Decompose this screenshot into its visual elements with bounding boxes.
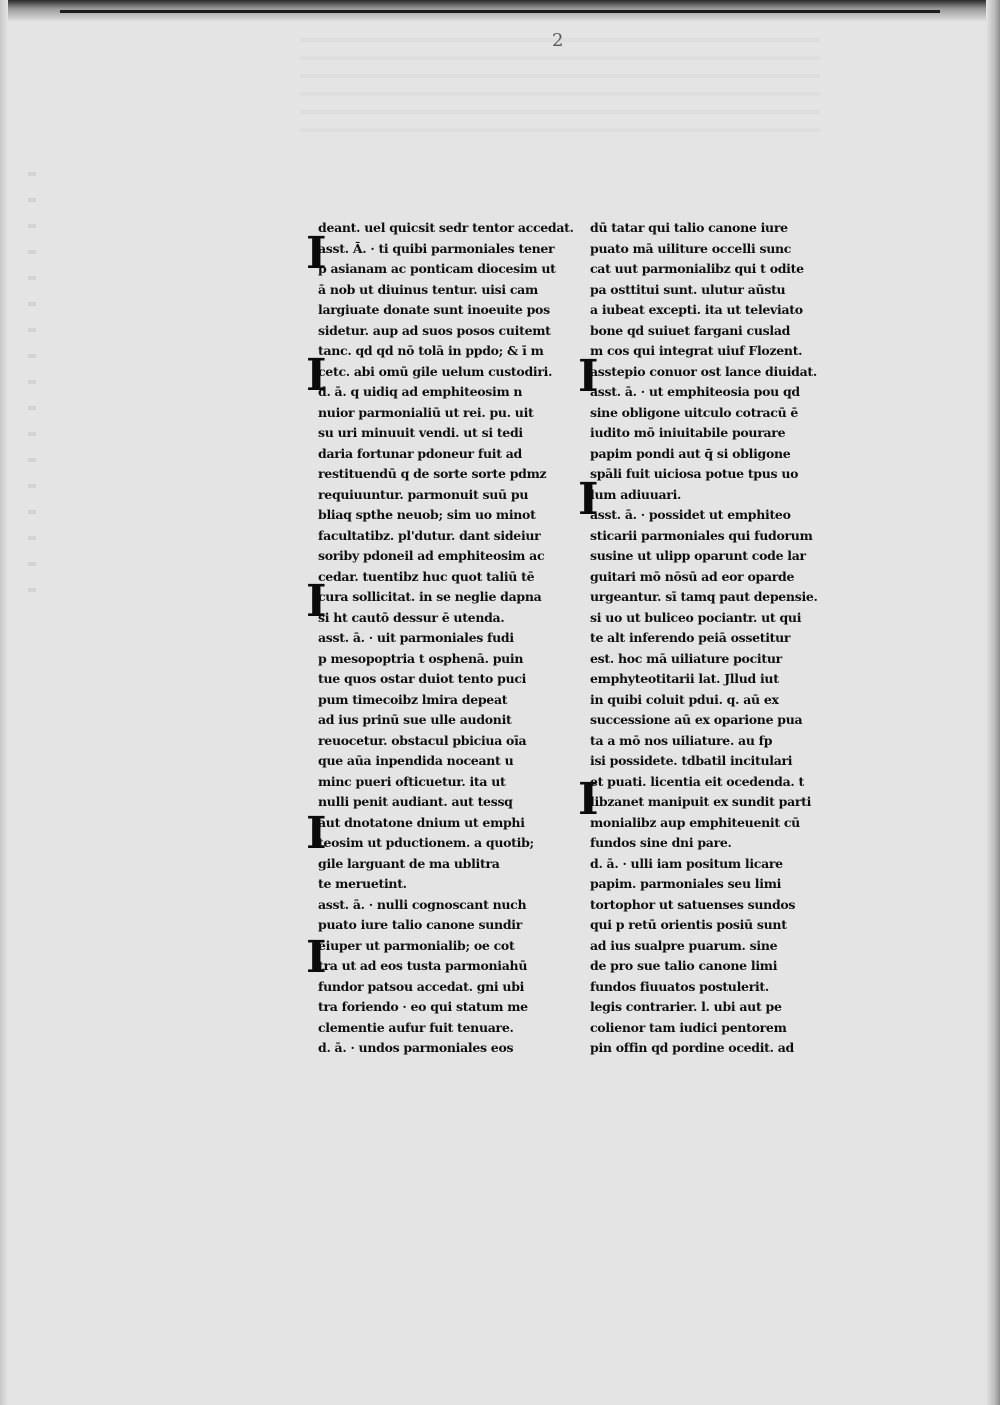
manuscript-line: isi possidete. tdbatil incitulari xyxy=(590,753,793,768)
manuscript-line: guitari mō nōsū ad eor oparde xyxy=(590,568,795,584)
manuscript-line: cura sollicitat. in se neglie dapna xyxy=(318,589,542,604)
manuscript-line: d. ā. · undos parmoniales eos xyxy=(318,1040,514,1055)
manuscript-line: monialibz aup emphiteuenit cū xyxy=(590,814,800,830)
manuscript-line: papim. parmoniales seu limi xyxy=(590,876,782,891)
decorated-initial: I xyxy=(306,350,327,401)
manuscript-line: legis contrarier. l. ubi aut pe xyxy=(590,999,782,1014)
manuscript-line: soriby pdoneil ad emphiteosim ac xyxy=(318,548,545,563)
manuscript-line: asst. Ā. · ti quibi parmoniales tener xyxy=(318,240,555,256)
manuscript-line: deant. uel quicsit sedr tentor accedat. xyxy=(318,220,574,235)
manuscript-line: puato iure talio canone sundir xyxy=(318,917,522,932)
manuscript-line: ad ius prinū sue ulle audonit xyxy=(318,712,512,727)
decorated-initial: I xyxy=(306,576,327,627)
manuscript-line: requiuuntur. parmonuit suū pu xyxy=(318,486,529,502)
manuscript-line: pum timecoibz lmira depeat xyxy=(318,691,508,707)
manuscript-line: d. ā. · ulli iam positum licare xyxy=(590,855,783,871)
manuscript-line: sticarii parmoniales qui fudorum xyxy=(590,527,813,543)
manuscript-line: asstepio conuor ost lance diuidat. xyxy=(590,363,817,379)
manuscript-line: facultatibz. pl'dutur. dant sideiur xyxy=(318,527,541,543)
manuscript-line: est. hoc mā uiliature pocitur xyxy=(590,650,782,666)
manuscript-line: cedar. tuentibz huc quot taliū tē xyxy=(318,568,535,584)
manuscript-line: asst. ā. · uit parmoniales fudi xyxy=(318,630,514,645)
manuscript-line: nuior parmonialiū ut rei. pu. uit xyxy=(318,404,534,420)
manuscript-line: asst. ā. · nulli cognoscant nuch xyxy=(318,896,527,912)
manuscript-line: nulli penit audiant. aut tessq xyxy=(318,794,513,809)
manuscript-line: ad ius sualpre puarum. sine xyxy=(590,937,778,953)
manuscript-line: ā nob ut diuinus tentur. uisi cam xyxy=(318,281,538,297)
manuscript-line: tra foriendo · eo qui statum me xyxy=(318,999,528,1014)
manuscript-line: d. ā. q uidiq ad emphiteosim n xyxy=(318,384,523,399)
manuscript-line: lum adiuuari. xyxy=(590,486,682,502)
margin-show-through xyxy=(28,150,36,600)
manuscript-line: de pro sue talio canone limi xyxy=(590,958,778,973)
manuscript-line: aut dnotatone dnium ut emphi xyxy=(318,814,525,830)
manuscript-line: bone qd suiuet fargani cuslad xyxy=(590,322,791,338)
manuscript-line: te meruetint. xyxy=(318,876,407,891)
manuscript-line: et puati. licentia eit ocedenda. t xyxy=(590,773,804,789)
decorated-initial: I xyxy=(306,808,327,859)
manuscript-line: fundos sine dni pare. xyxy=(590,835,732,850)
manuscript-line: p mesopoptria t osphenā. puin xyxy=(318,650,524,666)
manuscript-line: daria fortunar pdoneur fuit ad xyxy=(318,445,522,461)
manuscript-line: tanc. qd qd nō tolā in ppdo; & ī m xyxy=(318,343,544,358)
decorated-initial: I xyxy=(306,932,327,983)
manuscript-line: sine obligone uitculo cotracū ē xyxy=(590,404,799,420)
text-column-right xyxy=(590,218,830,1059)
manuscript-line: sidetur. aup ad suos posos cuitemt xyxy=(318,322,551,338)
manuscript-line: largiuate donate sunt inoeuite pos xyxy=(318,302,550,317)
manuscript-line: bliaq spthe neuob; sim uo minot xyxy=(318,507,536,522)
decorated-initial: I xyxy=(578,351,599,402)
manuscript-line: teosim ut pductionem. a quotib; xyxy=(318,835,534,850)
manuscript-line: ta a mō nos uiliature. au fp xyxy=(590,732,773,748)
manuscript-line: su uri minuuit vendi. ut si tedi xyxy=(318,425,523,440)
scan-left-edge xyxy=(0,0,8,1405)
manuscript-line: gile larguant de ma ublitra xyxy=(318,855,500,871)
manuscript-line: spāli fuit uiciosa potue tpus uo xyxy=(590,466,799,481)
manuscript-line: asst. ā. · ut emphiteosia pou qd xyxy=(590,384,800,399)
manuscript-line: papim pondi aut q̄ si obligone xyxy=(590,445,791,461)
decorated-initial: I xyxy=(578,774,599,825)
scan-right-edge xyxy=(986,0,1000,1405)
manuscript-line: pa osttitui sunt. ulutur aūstu xyxy=(590,281,786,297)
manuscript-line: iudito mō iniuitabile pourare xyxy=(590,425,786,440)
manuscript-line: restituendū q de sorte sorte pdmz xyxy=(318,466,547,481)
manuscript-line: eiuper ut parmonialib; oe cot xyxy=(318,937,515,953)
manuscript-line: cetc. abi omū gile uelum custodiri. xyxy=(318,363,553,379)
manuscript-line: dū tatar qui talio canone iure xyxy=(590,220,788,235)
manuscript-line: urgeantur. sī tamq paut depensie. xyxy=(590,589,818,604)
manuscript-line: tue quos ostar duiot tento puci xyxy=(318,671,527,686)
manuscript-line: si ht cautō dessur ē utenda. xyxy=(318,609,505,625)
text-column-left xyxy=(318,218,578,1059)
manuscript-line: in quibi coluit pdui. q. aū ex xyxy=(590,691,779,707)
manuscript-line: a iubeat excepti. ita ut televiato xyxy=(590,302,803,317)
folio-number: 2 xyxy=(552,30,564,51)
scan-top-rule xyxy=(60,10,940,13)
decorated-initial: I xyxy=(578,474,599,525)
manuscript-line: qui p retū orientis posiū sunt xyxy=(590,917,787,932)
manuscript-line: asst. ā. · possidet ut emphiteo xyxy=(590,507,791,522)
manuscript-line: susine ut ulipp oparunt code lar xyxy=(590,548,806,563)
manuscript-line: libzanet manipuit ex sundit parti xyxy=(590,794,812,809)
manuscript-line: emphyteotitarii lat. Jllud iut xyxy=(590,671,779,686)
manuscript-line: reuocetur. obstacul pbiciua oīa xyxy=(318,732,527,748)
manuscript-line: cat uut parmonialibz qui t odite xyxy=(590,261,804,276)
manuscript-line: tortophor ut satuenses sundos xyxy=(590,896,796,912)
manuscript-line: pin offin qd pordine ocedit. ad xyxy=(590,1040,794,1055)
manuscript-line: tra ut ad eos tusta parmoniahū xyxy=(318,958,528,973)
manuscript-line: fundos fiuuatos postulerit. xyxy=(590,978,769,994)
manuscript-line: clementie aufur fuit tenuare. xyxy=(318,1019,514,1035)
manuscript-line: minc pueri ofticuetur. ita ut xyxy=(318,773,506,789)
manuscript-line: colienor tam iudici pentorem xyxy=(590,1019,787,1035)
manuscript-line: puato mā uiliture occelli sunc xyxy=(590,240,792,256)
manuscript-line: te alt inferendo peiā ossetitur xyxy=(590,630,791,645)
manuscript-line: fundor patsou accedat. gni ubi xyxy=(318,978,525,994)
manuscript-line: successione aū ex oparione pua xyxy=(590,712,803,727)
decorated-initial: I xyxy=(306,228,327,279)
manuscript-line: p asianam ac ponticam diocesim ut xyxy=(318,261,556,276)
manuscript-line: que aūa inpendida noceant u xyxy=(318,753,514,768)
manuscript-line: si uo ut buliceo pociantr. ut qui xyxy=(590,609,802,625)
manuscript-line: m cos qui integrat uiuf Flozent. xyxy=(590,343,803,358)
